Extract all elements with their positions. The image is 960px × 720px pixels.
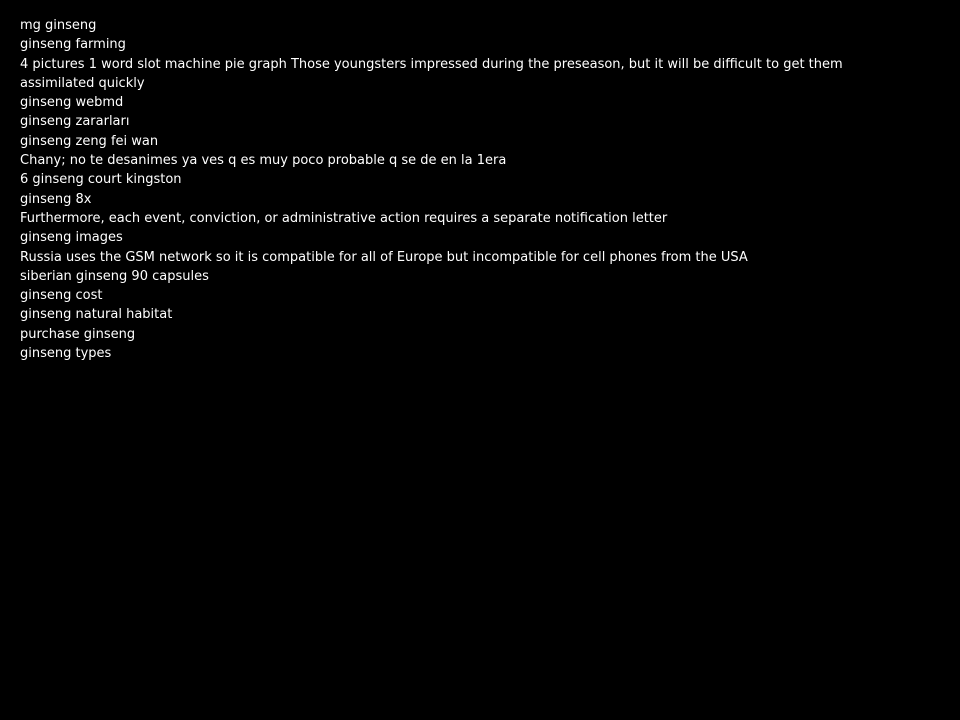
text-line: purchase ginseng bbox=[20, 326, 136, 342]
text-line: ginseng 8x bbox=[20, 191, 92, 207]
text-line: Furthermore, each event, conviction, or administrative action requires a separate notification letter bbox=[20, 210, 668, 226]
text-line: ginseng farming bbox=[20, 37, 126, 53]
text-line: ginseng types bbox=[20, 346, 112, 362]
text-line: 4 pictures 1 word slot machine pie graph Those youngsters impressed during the preseason, but it will be difficult to get them assimilated quickly bbox=[20, 56, 843, 91]
text-line: Russia uses the GSM network so it is compatible for all of Europe but incompatible for cell phones from the USA bbox=[20, 249, 748, 265]
text-line: ginseng zeng fei wan bbox=[20, 133, 159, 149]
text-line: ginseng cost bbox=[20, 288, 103, 304]
text-list bbox=[20, 16, 920, 363]
text-line: Chany; no te desanimes ya ves q es muy poco probable q se de en la 1era bbox=[20, 153, 507, 169]
text-line: ginseng images bbox=[20, 230, 123, 246]
text-line: mg ginseng bbox=[20, 18, 97, 33]
text-line: ginseng zararları bbox=[20, 114, 130, 130]
text-line: ginseng natural habitat bbox=[20, 307, 173, 323]
text-line: ginseng webmd bbox=[20, 95, 124, 111]
text-line: siberian ginseng 90 capsules bbox=[20, 268, 209, 284]
text-line: 6 ginseng court kingston bbox=[20, 172, 182, 188]
